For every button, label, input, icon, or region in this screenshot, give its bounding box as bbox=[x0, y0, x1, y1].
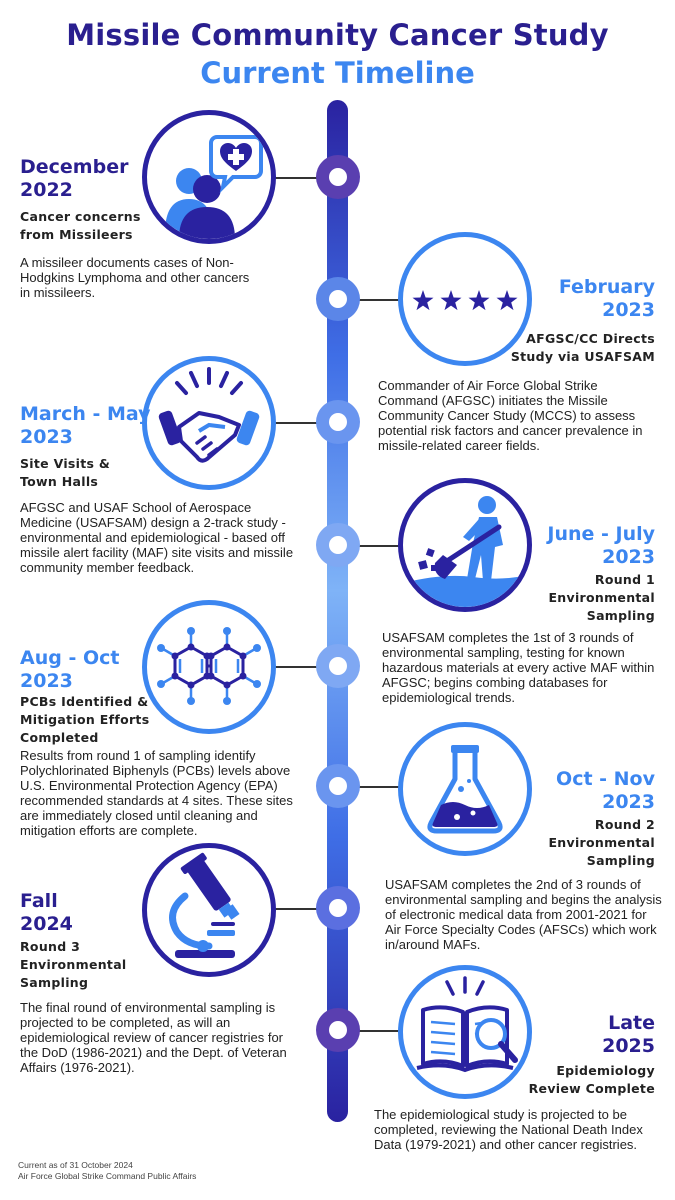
event-heading-line: Cancer concerns bbox=[20, 209, 141, 224]
event-3-description: AFGSC and USAF School of Aerospace Medicine (USAFSAM) design a 2-track study - environmental and epidemiological - based off missile alert facility (MAF) site visits and missile community member feedback. bbox=[20, 500, 294, 575]
event-5-description: Results from round 1 of sampling identify Polychlorinated Biphenyls (PCBs) levels above U.S. Environmental Protection Agency (EPA) recommended standards at 4 sites. These sites are immediately closed until cleaning and mitigation efforts are complete. bbox=[20, 748, 293, 838]
event-date-line: 2023 bbox=[20, 426, 73, 448]
people-heart-chat-icon bbox=[142, 110, 276, 244]
timeline-node-7 bbox=[316, 886, 360, 930]
event-date-line: 2023 bbox=[602, 546, 655, 568]
event-date-line: Fall bbox=[20, 890, 58, 912]
event-date-line: February bbox=[558, 276, 655, 298]
event-2-heading bbox=[511, 330, 655, 366]
timeline-node-1 bbox=[316, 155, 360, 199]
handshake-icon bbox=[142, 356, 276, 490]
event-8-description: The epidemiological study is projected to be completed, reviewing the National Death Index Data (1979-2021) and other cancer registries. bbox=[374, 1107, 643, 1152]
event-heading-line: Mitigation Efforts bbox=[20, 712, 150, 727]
event-4-heading bbox=[548, 571, 655, 625]
flask-icon bbox=[398, 722, 532, 856]
event-heading-line: from Missileers bbox=[20, 227, 133, 242]
event-heading-line: Environmental bbox=[548, 590, 655, 605]
event-7-description: The final round of environmental sampling is projected to be completed, as will an epidemiological review of cancer registries for the DoD (1986-2021) and the Dept. of Veteran Affairs (1976-2021). bbox=[20, 1000, 287, 1075]
event-5-heading bbox=[20, 693, 149, 747]
timeline-node-8 bbox=[316, 1008, 360, 1052]
event-7-date bbox=[20, 890, 73, 936]
event-heading-line: Completed bbox=[20, 730, 99, 745]
footer-date: Current as of 31 October 2024 bbox=[18, 1160, 133, 1170]
event-date-line: March - May bbox=[20, 403, 151, 425]
timeline-spine bbox=[327, 100, 348, 1122]
timeline-node-6 bbox=[316, 764, 360, 808]
connector bbox=[270, 908, 320, 910]
event-2-date bbox=[559, 276, 655, 322]
event-4-date bbox=[547, 523, 655, 569]
event-date-line: 2023 bbox=[602, 299, 655, 321]
event-1-date bbox=[20, 156, 128, 202]
event-8-date bbox=[602, 1012, 655, 1058]
event-date-line: 2023 bbox=[20, 670, 73, 692]
event-7-heading bbox=[20, 938, 127, 992]
event-date-line: June - July bbox=[547, 523, 655, 545]
connector bbox=[270, 422, 320, 424]
event-date-line: Aug - Oct bbox=[20, 647, 120, 669]
event-8-heading bbox=[529, 1062, 655, 1098]
event-3-heading bbox=[20, 455, 110, 491]
event-heading-line: Study via USAFSAM bbox=[510, 349, 655, 364]
event-heading-line: Round 1 bbox=[594, 572, 655, 587]
timeline-node-2 bbox=[316, 277, 360, 321]
event-date-line: Oct - Nov bbox=[556, 768, 655, 790]
page-subtitle: Current Timeline bbox=[200, 56, 475, 90]
connector bbox=[356, 545, 404, 547]
event-3-date bbox=[20, 403, 151, 449]
shovel-worker-icon bbox=[398, 478, 532, 612]
connector bbox=[270, 177, 320, 179]
footer-credit: Air Force Global Strike Command Public Affairs bbox=[18, 1171, 197, 1181]
page-title: Missile Community Cancer Study bbox=[66, 18, 609, 52]
event-heading-line: Environmental bbox=[20, 957, 127, 972]
connector bbox=[356, 1030, 404, 1032]
event-6-description: USAFSAM completes the 2nd of 3 rounds of environmental sampling and begins the analysis of electronic medical data from 2001-2021 for Air Force Specialty Codes (AFSCs) which work in/around MAFs. bbox=[385, 877, 662, 952]
connector bbox=[270, 666, 320, 668]
timeline-node-5 bbox=[316, 644, 360, 688]
event-1-description: A missileer documents cases of Non-Hodgkins Lymphoma and other cancers in missileers. bbox=[20, 255, 250, 300]
event-heading-line: Round 3 bbox=[20, 939, 81, 954]
event-heading-line: Environmental bbox=[548, 835, 655, 850]
timeline-node-4 bbox=[316, 523, 360, 567]
event-date-line: 2025 bbox=[602, 1035, 655, 1057]
connector bbox=[356, 786, 404, 788]
event-6-heading bbox=[548, 816, 655, 870]
event-heading-line: Sampling bbox=[20, 975, 89, 990]
event-date-line: 2022 bbox=[20, 179, 73, 201]
event-heading-line: PCBs Identified & bbox=[20, 694, 149, 709]
event-2-description: Commander of Air Force Global Strike Command (AFGSC) initiates the Missile Community Cancer Study (MCCS) to assess potential risk factors and cancer prevalence in missile-related career fields. bbox=[378, 378, 643, 453]
event-6-date bbox=[556, 768, 655, 814]
event-1-heading bbox=[20, 208, 141, 244]
event-date-line: 2024 bbox=[20, 913, 73, 935]
event-heading-line: Epidemiology bbox=[556, 1063, 655, 1078]
event-5-date bbox=[20, 647, 119, 693]
microscope-icon bbox=[142, 843, 276, 977]
book-magnifier-icon bbox=[398, 965, 532, 1099]
event-heading-line: Review Complete bbox=[528, 1081, 655, 1096]
event-4-description: USAFSAM completes the 1st of 3 rounds of environmental sampling, testing for known hazardous materials at every active MAF within AFGSC; begins combing databases for epidemiological trends. bbox=[382, 630, 655, 705]
connector bbox=[356, 299, 404, 301]
event-date-line: December bbox=[20, 156, 129, 178]
event-heading-line: Site Visits & bbox=[20, 456, 111, 471]
event-heading-line: Sampling bbox=[586, 853, 655, 868]
event-heading-line: Round 2 bbox=[594, 817, 655, 832]
timeline-node-3 bbox=[316, 400, 360, 444]
event-date-line: Late bbox=[608, 1012, 655, 1034]
event-date-line: 2023 bbox=[602, 791, 655, 813]
event-heading-line: Town Halls bbox=[20, 474, 99, 489]
event-heading-line: Sampling bbox=[586, 608, 655, 623]
event-heading-line: AFGSC/CC Directs bbox=[526, 331, 655, 346]
molecule-icon bbox=[142, 600, 276, 734]
